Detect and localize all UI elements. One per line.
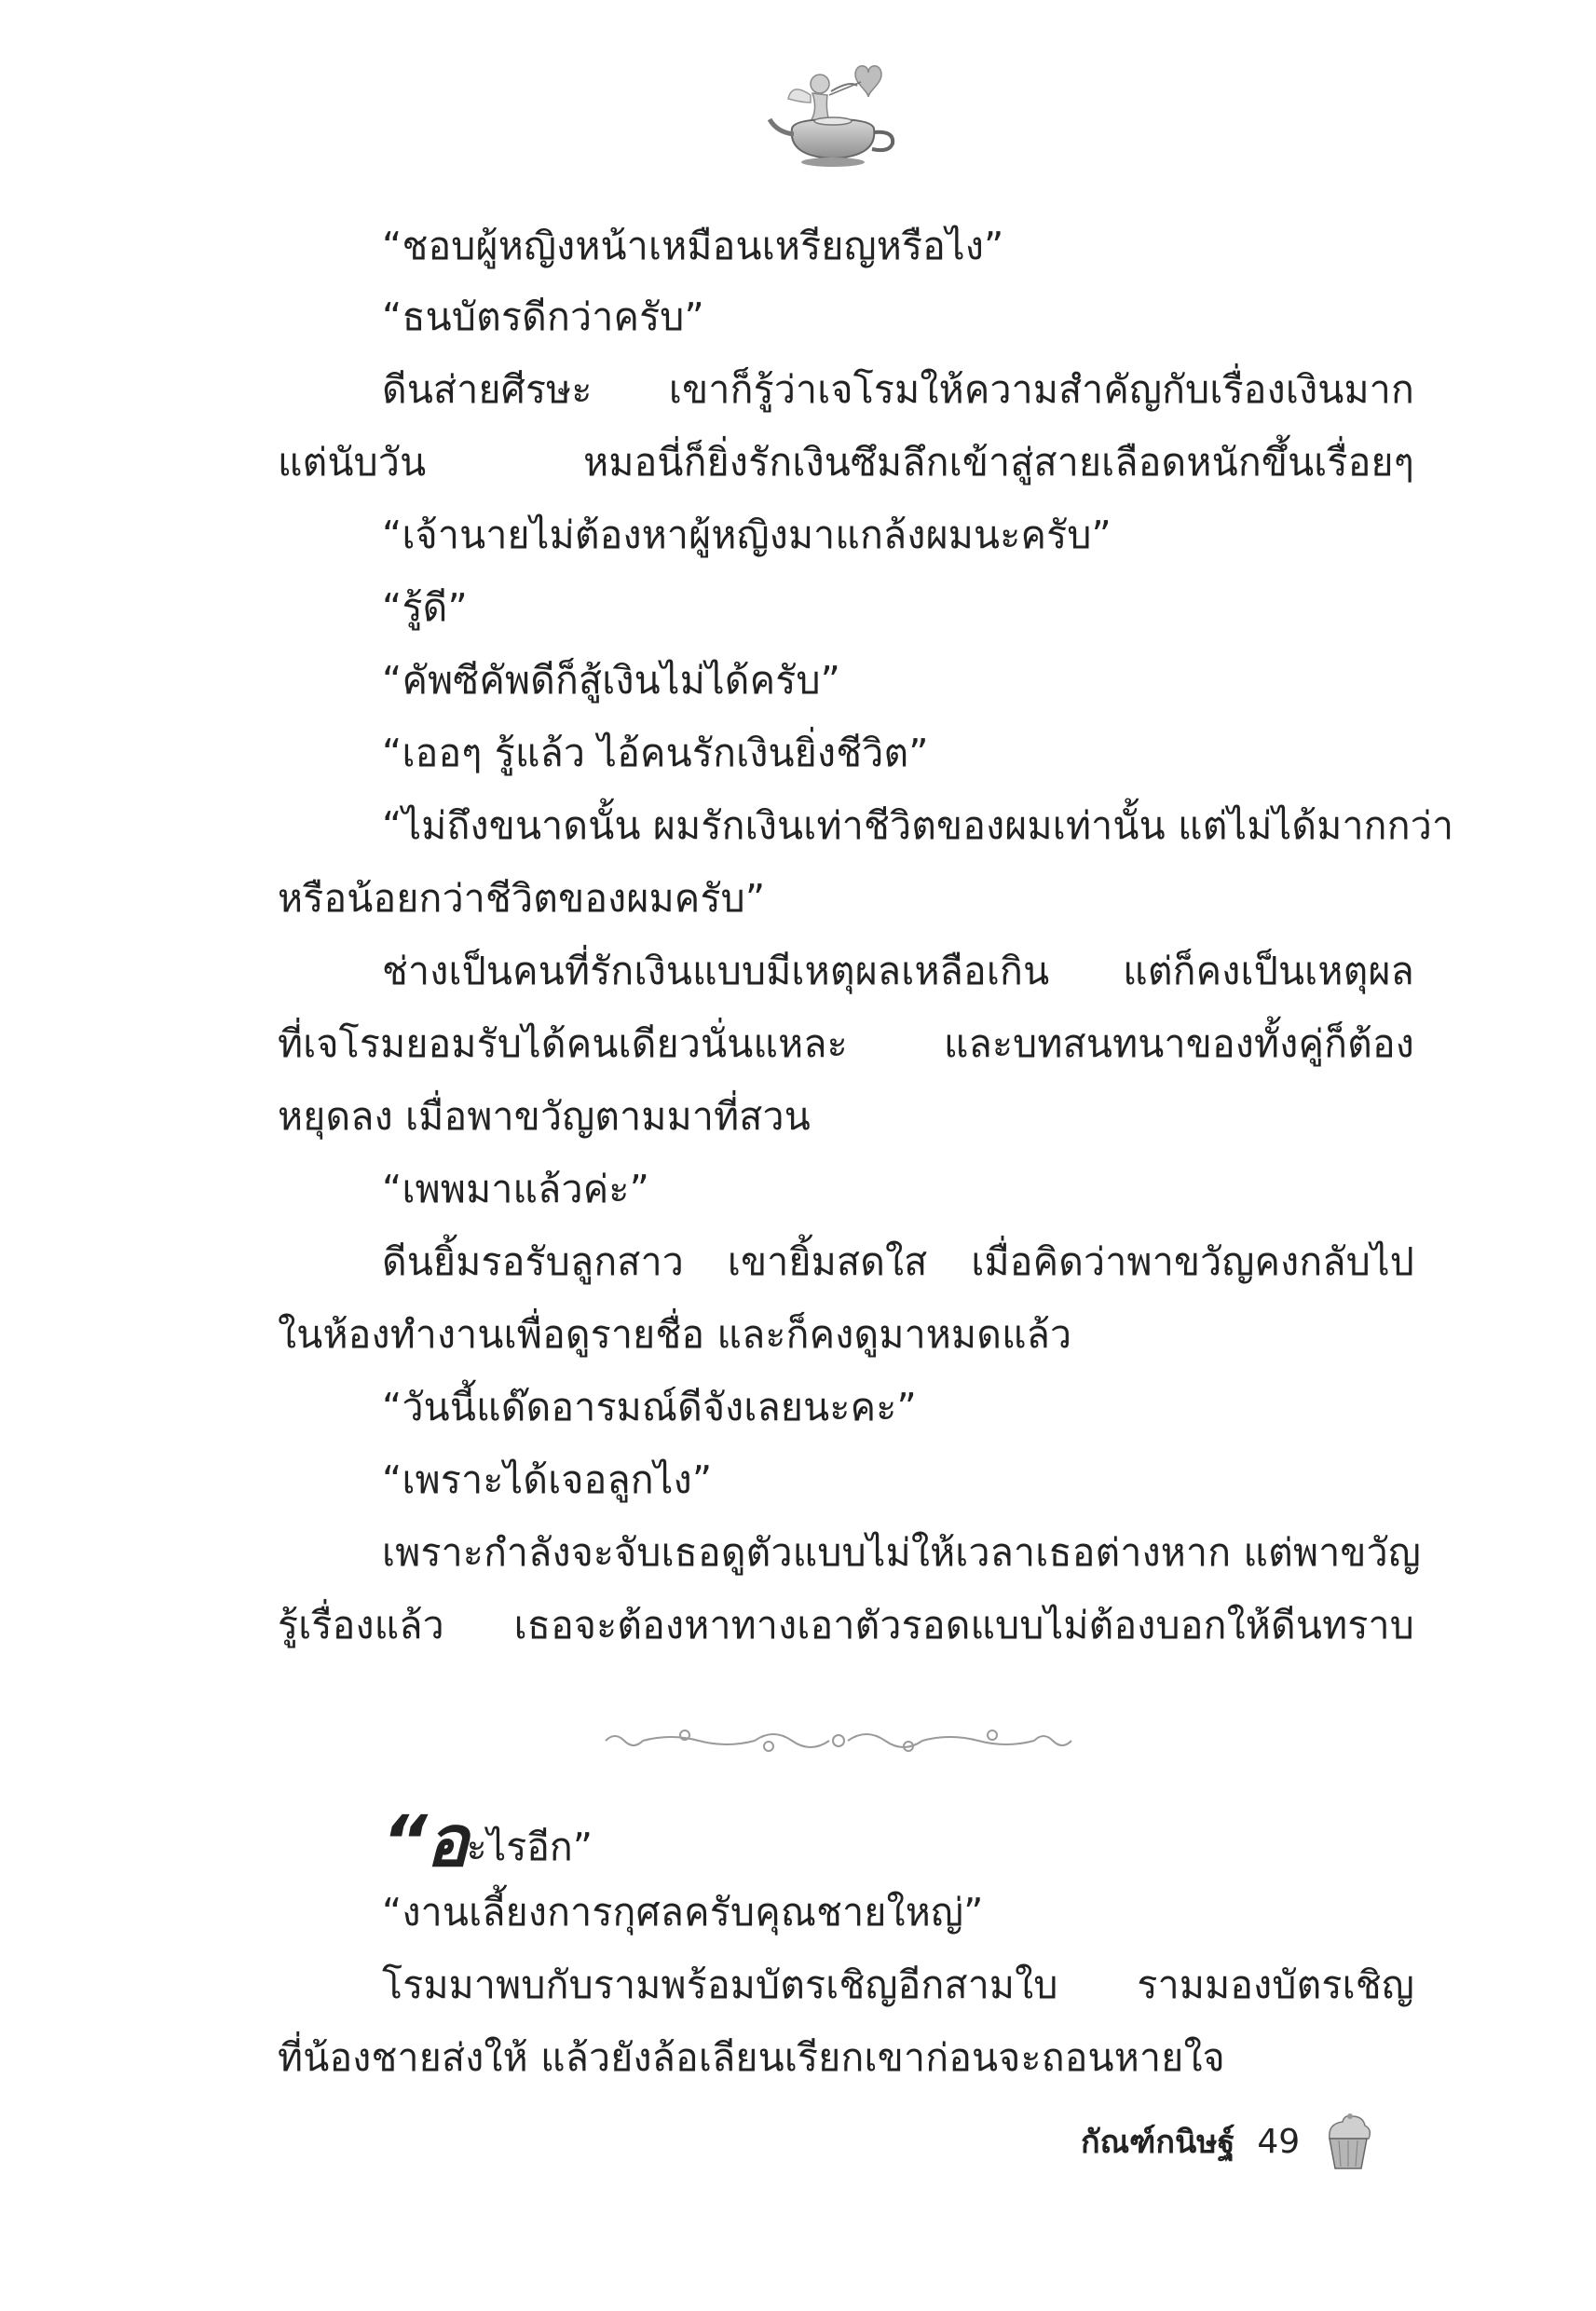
paragraph-line: ช่างเป็นคนที่รักเงินแบบมีเหตุผลเหลือเกิน แต่ก็คงเป็นเหตุผล bbox=[382, 949, 1414, 993]
paragraph-line: “รู้ดี” bbox=[382, 585, 468, 630]
paragraph-line: “งานเลี้ยงการกุศลครับคุณชายใหญ่” bbox=[382, 1890, 984, 1935]
paragraph-line: ที่เจโรมยอมรับได้คนเดียวนั่นแหละ และบทสนทนาของทั้งคู่ก็ต้อง bbox=[278, 1021, 1414, 1066]
page-footer bbox=[1081, 2113, 1374, 2169]
cupcake-icon bbox=[1322, 2111, 1374, 2172]
paragraph-line: “เพราะได้เจอลูกไง” bbox=[382, 1457, 713, 1502]
paragraph-line: “เออๆ รู้แล้ว ไอ้คนรักเงินยิ่งชีวิต” bbox=[382, 731, 929, 775]
chapter-opening-line bbox=[382, 1799, 593, 1882]
paragraph-line: ที่น้องชายส่งให้ แล้วยังล้อเลียนเรียกเขาก่อนจะถอนหายใจ bbox=[278, 2035, 1225, 2080]
paragraph-line: แต่นับวัน หมอนี่ก็ยิ่งรักเงินซึมลึกเข้าสู่สายเลือดหนักขึ้นเรื่อยๆ bbox=[278, 440, 1414, 485]
paragraph-line: “คัพซีคัพดีก็สู้เงินไม่ได้ครับ” bbox=[382, 658, 841, 703]
page-number: 49 bbox=[1257, 2122, 1301, 2161]
paragraph-line: “เจ้านายไม่ต้องหาผู้หญิงมาแกล้งผมนะครับ” bbox=[382, 513, 1112, 557]
cupid-teapot-icon bbox=[764, 54, 904, 175]
paragraph-line: ในห้องทำงานเพื่อดูรายชื่อ และก็คงดูมาหมดแล้ว bbox=[278, 1312, 1072, 1357]
drop-cap: “อ bbox=[382, 1799, 467, 1882]
paragraph-line: “เพพมาแล้วค่ะ” bbox=[382, 1167, 650, 1211]
author-name: กัณฑ์กนิษฐ์ bbox=[1081, 2124, 1235, 2161]
opening-text: ะไรอีก” bbox=[466, 1825, 593, 1869]
paragraph-line: เพราะกำลังจะจับเธอดูตัวแบบไม่ให้เวลาเธอต่างหาก แต่พาขวัญ bbox=[382, 1530, 1421, 1575]
paragraph-line: รู้เรื่องแล้ว เธอจะต้องหาทางเอาตัวรอดแบบไม่ต้องบอกให้ดีนทราบ bbox=[278, 1603, 1414, 1648]
paragraph-line: โรมมาพบกับรามพร้อมบัตรเชิญอีกสามใบ รามมองบัตรเชิญ bbox=[382, 1962, 1414, 2007]
paragraph-line: “ธนบัตรดีกว่าครับ” bbox=[382, 294, 704, 339]
paragraph-line: หรือน้อยกว่าชีวิตของผมครับ” bbox=[278, 876, 766, 921]
paragraph-line: ดีนยิ้มรอรับลูกสาว เขายิ้มสดใส เมื่อคิดว่าพาขวัญคงกลับไป bbox=[382, 1239, 1414, 1284]
paragraph-line: “ไม่ถึงขนาดนั้น ผมรักเงินเท่าชีวิตของผมเท่านั้น แต่ไม่ได้มากกว่า bbox=[382, 803, 1454, 848]
flourish-divider bbox=[596, 1722, 1081, 1759]
paragraph-line: “ชอบผู้หญิงหน้าเหมือนเหรียญหรือไง” bbox=[382, 224, 1004, 268]
paragraph-line: “วันนี้แด๊ดอารมณ์ดีจังเลยนะคะ” bbox=[382, 1385, 917, 1429]
paragraph-line: ดีนส่ายศีรษะ เขาก็รู้ว่าเจโรมให้ความสำคัญกับเรื่องเงินมาก bbox=[382, 367, 1414, 412]
paragraph-line: หยุดลง เมื่อพาขวัญตามมาที่สวน bbox=[278, 1094, 811, 1139]
